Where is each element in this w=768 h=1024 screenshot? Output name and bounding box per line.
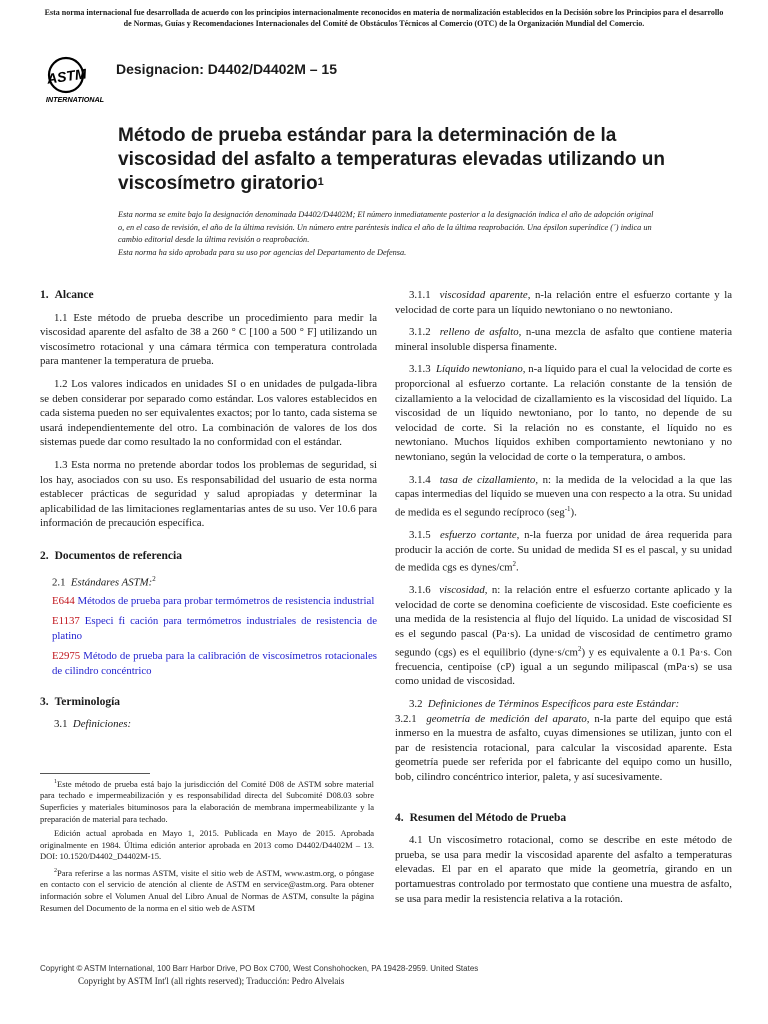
copyright-notice: Copyright © ASTM International, 100 Barr Harbor Drive, PO Box C700, West Conshohocken, PA 19428-2959. United States [40, 964, 479, 973]
reference-e1137[interactable]: E1137 Especi fi cación para termómetros industriales de resistencia de platino [52, 615, 378, 642]
definition-3-1-4: 3.1.4 tasa de cizallamiento, n: la medida de la velocidad a la que las capas intermedias del líquido se mueven una con respecto a la otra. Su unidad de medida es el segundo recíproco (seg$^{-1}$). [395, 473, 733, 519]
footnotes [40, 777, 374, 917]
paragraph-1-2: 1.2 Los valores indicados en unidades SI o en unidades de pulgada-libra se deben considerar por separado como estándar. Los valores establecidos en cada sistema pueden no ser equivalentes exactos; por lo tanto, cada sistema se usará independientemente del otro. La combinación de valores de los dos sistemas puede dar como resultado la no conformidad con el estándar. [40, 377, 377, 449]
definition-3-1-5: 3.1.5 esfuerzo cortante, n-la fuerza por unidad de área requerida para producir la acción de corte. Su unidad de medida SI es el pascal, y su unidad de medida cgs es dynes/$cm^2$. [395, 528, 732, 574]
designation: Designacion: D4402/D4402M – 15 [116, 61, 337, 77]
right-column [395, 288, 732, 914]
document-title [118, 124, 678, 198]
reference-e644[interactable]: E644 Métodos de prueba para probar termómetros de resistencia industrial [52, 594, 375, 607]
reference-e2975[interactable]: E2975 Método de prueba para la calibración de viscosímetros rotacionales de cilindro concéntrico [52, 650, 378, 678]
footnote-1: $^1$Este método de prueba está bajo la jurisdicción del Comité D08 de ASTM sobre material para techado e impermeabilización y es responsabilidad directa del Subcomité D08.03 sobre Superficies y materiales bituminosos para la elaboración de membrana impermeabilizante y la preparación de material para techado. [40, 778, 374, 824]
translation-credit: Copyright by ASTM Int'l (all rights reserved); Traducción: Pedro Alvelais [78, 976, 345, 986]
footnote-1-edition: Edición actual aprobada en Mayo 1, 2015. Publicada en Mayo de 2015. Aprobada originalmente en 1984. Última edición anterior aprobada en 2013 como D4402/D4402M – 13. DOI: 10.1520/D4402_D4402M-15. [40, 828, 374, 862]
definition-3-1-2: 3.1.2 relleno de asfalto, n-una mezcla de asfalto que contiene materia mineral insoluble dispersa finamente. [395, 326, 732, 353]
subsection-3-1: 3.1 Definiciones: [54, 718, 132, 731]
notice-paragraph: Esta norma ha sido aprobada para su uso por agencias del Departamento de Defensa. [118, 247, 407, 257]
section-heading-scope: 1. Alcance [40, 289, 94, 301]
preamble-notice: Esta norma internacional fue desarrollada de acuerdo con los principios internacionalmente reconocidos en materia de normalización establecidos en la Decisión sobre los Principios para el desarrollo de Normas, Guías y Recomendaciones Internacionales del Comité de Obstáculos Técnicos al Comercio (OTC) de la Organización Mundial del Comercio. [44, 8, 724, 28]
definition-3-1-1: 3.1.1 viscosidad aparente, n-la relación entre el esfuerzo cortante y la velocidad de corte para un líquido newtoniano o no newtoniano. [395, 289, 733, 316]
title-footnote-marker: 1 [317, 176, 324, 188]
paragraph-4-1: 4.1 Un viscosímetro rotacional, como se describe en este método de prueba, se usa para medir la viscosidad aparente del asfalto a temperaturas elevadas. El par en el aparato que mide la geometría, girando en un portamuestras controlado por termostato que contiene una muestra de asfalto, se usa para medir la resistencia relativa a la rotación. [395, 834, 732, 905]
footnote-rule [40, 773, 150, 774]
title-text: Método de prueba estándar para la determinación de la viscosidad del asfalto a temperaturas elevadas utilizando un viscosímetro giratorio [118, 125, 665, 194]
definition-3-1-6: 3.1.6 viscosidad, n: la relación entre el esfuerzo cortante aplicado y la velocidad de corte se denomina coeficiente de viscosidad. Este coeficiente es una medida de la resistencia al flujo del líquido. La unidad de viscosidad SI es el segundo pascal (Pa·s). La unidad de viscosidad de centímetro gramo segundo (cgs) es el equilibrio $(dyne\cdot s/cm^2)$ y es equivalente a 0.1 Pa·s. Con frecuencia, centipoise (cP) igual a un segundo milipascal (mPa·s) se usa como unidad de viscosidad. [395, 584, 733, 688]
notice-paragraph: Esta norma se emite bajo la designación denominada D4402/D4402M; El número inmediatamente posterior a la designación indica el año de adopción original o, en el caso de revisión, el año de la última revisión. Un número entre paréntesis indica el año de la última reaprobación. Una épsilon superíndice (´) indica un cambio editorial desde la última revisión o reaprobación. [118, 210, 654, 244]
section-heading-terminology: 3. Terminología [40, 695, 121, 708]
astm-logo [40, 54, 112, 106]
reference-list [40, 594, 377, 679]
logo-letters: ASTM [45, 65, 88, 87]
subsection-3-2: 3.2 Definiciones de Términos Específicos para este Estándar: [409, 698, 680, 711]
paragraph-1-1: 1.1 Este método de prueba describe un procedimiento para medir la viscosidad aparente del asfalto de 38 a 260 ° C [100 a 500 ° F] utilizando un viscosímetro rotacional y una cámara térmica con temperatura controlada para mantener la temperatura de prueba. [40, 311, 377, 368]
definition-3-1-3: 3.1.3 Líquido newtoniano, n-a líquido para el cual la velocidad de corte es proporcional al esfuerzo cortante. La relación constante de la tensión de cizallamiento a la velocidad de cizallamiento es la viscosidad del líquido. La viscosidad de un líquido newtoniano, por lo tanto, no depende de su velocidad de corte. Si la relación no es constante, el líquido no es newtoniano. Muchos líquidos exhiben comportamiento newtoniano y no newtoniano, según la velocidad de corte o la temperatura, o ambos. [395, 363, 732, 463]
section-heading-references: 2. Documentos de referencia [40, 549, 182, 562]
section-heading-summary: 4. Resumen del Método de Prueba [395, 811, 567, 824]
definition-3-2-1: 3.2.1 geometría de medición del aparato, n-la parte del equipo que está inmerso en la muestra de asfalto, cuyas dimensiones se utilizan, junto con el par de resistencia rotacional, para calcular la viscosidad aparente. Esta geometría puede ser referida por el fabricante del equipo como un husillo, bob, cilindro concéntrico interior, paleta, y así sucesivamente. [395, 712, 732, 783]
logo-word: INTERNATIONAL [45, 95, 105, 104]
paragraph-1-3: 1.3 Esta norma no pretende abordar todos los problemas de seguridad, si los hay, asociados con su uso. Es responsabilidad del usuario de esta norma establecer prácticas de seguridad y salud apropiadas y determinar la aplicabilidad de las limitaciones reglamentarias antes de su uso. Ver 10.6 para información de precaución específica. [40, 458, 377, 530]
left-column [40, 288, 377, 740]
designation-notice [118, 209, 658, 259]
footnote-2: $^2$Para referirse a las normas ASTM, visite el sitio web de ASTM, www.astm.org, o póngase en contacto con el servicio de atención al cliente de ASTM en service@astm.org. Para obtener información sobre el Volumen Anual del Libro Anual de Normas de ASTM, consulte la página Resumen del Documento de la norma en el sitio web de ASTM [40, 867, 374, 913]
subsection-2-1: 2.1 Estándares ASTM:$^2$ [52, 574, 156, 589]
